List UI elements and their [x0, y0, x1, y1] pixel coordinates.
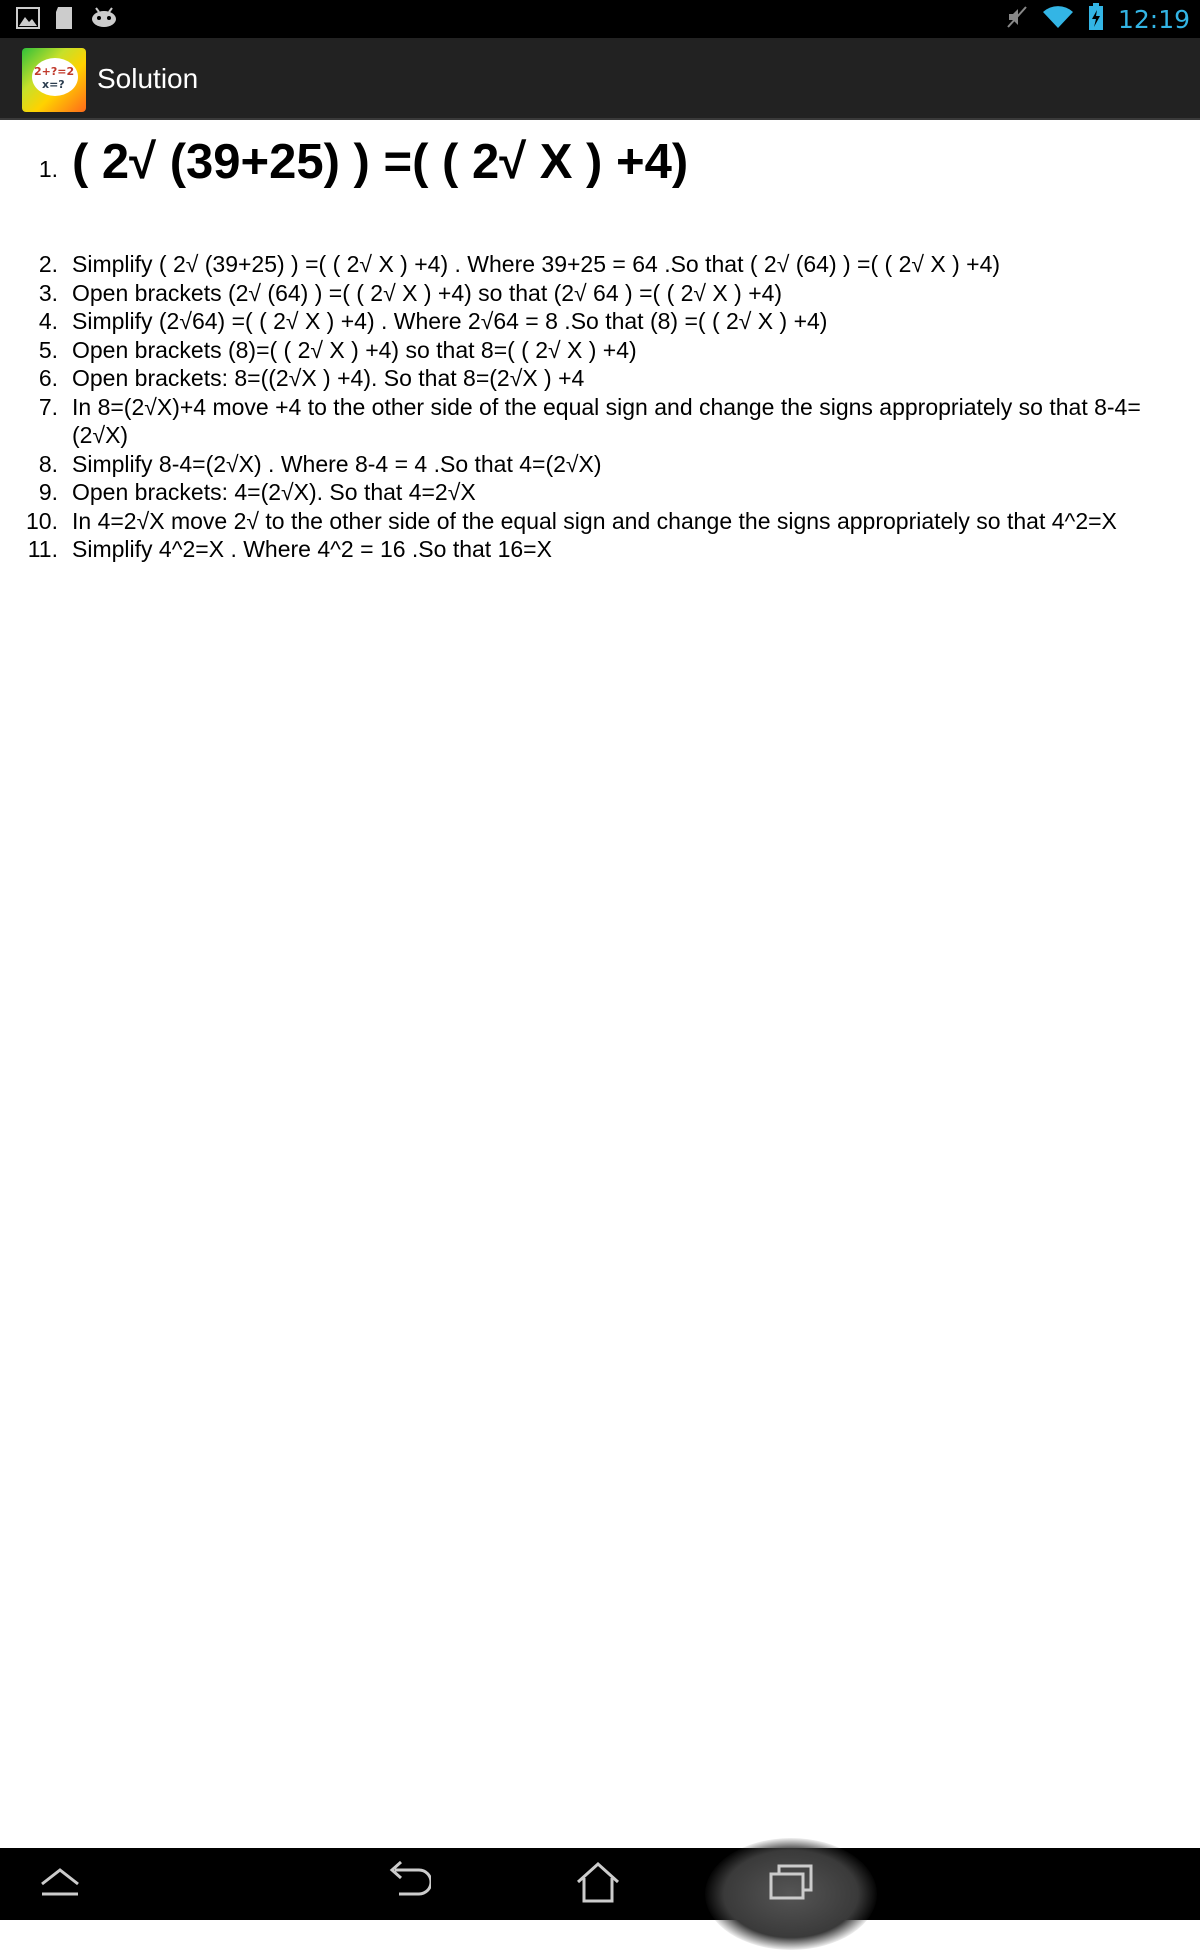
- step-text: Simplify ( 2√ (39+25) ) =( ( 2√ X ) +4) . Where 39+25 = 64 .So that ( 2√ (64) ) =( ( 2√ X ) +4): [72, 251, 1001, 277]
- list-item: [0, 307, 1200, 336]
- image-icon: [16, 6, 40, 30]
- step-number: 6.: [38, 365, 58, 391]
- step-text: In 4=2√X move 2√ to the other side of the equal sign and change the signs appropriately so that 4^2=X: [72, 507, 1117, 534]
- list-item: [0, 279, 1200, 308]
- page-title: Solution: [97, 63, 199, 94]
- home-icon: [574, 1860, 622, 1909]
- android-icon: [90, 6, 118, 30]
- up-chevron-button[interactable]: [20, 1848, 100, 1920]
- logo-text-line2: x=?: [42, 78, 65, 91]
- sd-card-icon: [54, 6, 76, 30]
- step-text: Simplify 4^2=X . Where 4^2 = 16 .So that 16=X: [72, 536, 552, 562]
- back-button[interactable]: [367, 1848, 447, 1920]
- action-bar: [0, 38, 1200, 120]
- step-text: Open brackets (8)=( ( 2√ X ) +4) so that 8=( ( 2√ X ) +4): [72, 336, 637, 363]
- back-icon: [383, 1860, 431, 1909]
- step-text: Open brackets (2√ (64) ) =( ( 2√ X ) +4) so that (2√ 64 ) =( ( 2√ X ) +4): [72, 279, 783, 306]
- recents-button[interactable]: [751, 1848, 831, 1920]
- logo-text-line1: 2+?=2: [34, 65, 75, 78]
- step-number: 5.: [38, 336, 58, 363]
- step-text: Open brackets: 4=(2√X). So that 4=2√X: [72, 479, 476, 505]
- list-item: [0, 393, 1200, 450]
- list-item: [0, 336, 1200, 365]
- list-item: [0, 364, 1200, 393]
- status-bar: [0, 0, 1200, 38]
- step-text: In 8=(2√X)+4 move +4 to the other side of the equal sign and change the signs appropriately so that 8-4=(2√X): [72, 393, 1141, 448]
- steps-list: [0, 250, 1200, 564]
- wifi-icon: [1042, 4, 1074, 35]
- battery-charging-icon: [1088, 3, 1104, 36]
- equation-row: [0, 130, 1200, 250]
- step-number: 8.: [38, 450, 58, 477]
- list-item: [0, 478, 1200, 507]
- solution-content: [0, 130, 1200, 562]
- notification-icons: [16, 6, 118, 30]
- step-text: Simplify (2√64) =( ( 2√ X ) +4) . Where 2√64 = 8 .So that (8) =( ( 2√ X ) +4): [72, 308, 828, 334]
- up-chevron-icon: [38, 1864, 82, 1905]
- step-number: 9.: [38, 479, 58, 505]
- step-number: 10.: [26, 507, 58, 534]
- clock: 12:19: [1117, 4, 1190, 34]
- mute-icon: [1006, 5, 1028, 34]
- app-logo[interactable]: [22, 48, 86, 112]
- step-text: Simplify 8-4=(2√X) . Where 8-4 = 4 .So that 4=(2√X): [72, 450, 602, 477]
- step-number: 3.: [38, 279, 58, 306]
- list-item: [0, 250, 1200, 279]
- step-number: 11.: [27, 536, 58, 562]
- step-number: 4.: [38, 308, 58, 334]
- step-number: 7.: [38, 393, 58, 420]
- step-text: Open brackets: 8=((2√X ) +4). So that 8=(2√X ) +4: [72, 365, 585, 391]
- home-button[interactable]: [558, 1848, 638, 1920]
- system-status: [1006, 0, 1190, 38]
- list-item: [0, 450, 1200, 479]
- navigation-bar: [0, 1848, 1200, 1920]
- step-number: 1.: [38, 156, 58, 182]
- step-number: 2.: [38, 251, 58, 277]
- equation-text: ( 2√ (39+25) ) =( ( 2√ X ) +4): [72, 135, 689, 189]
- list-item: [0, 507, 1200, 536]
- recents-icon: [767, 1862, 815, 1907]
- list-item: [0, 535, 1200, 564]
